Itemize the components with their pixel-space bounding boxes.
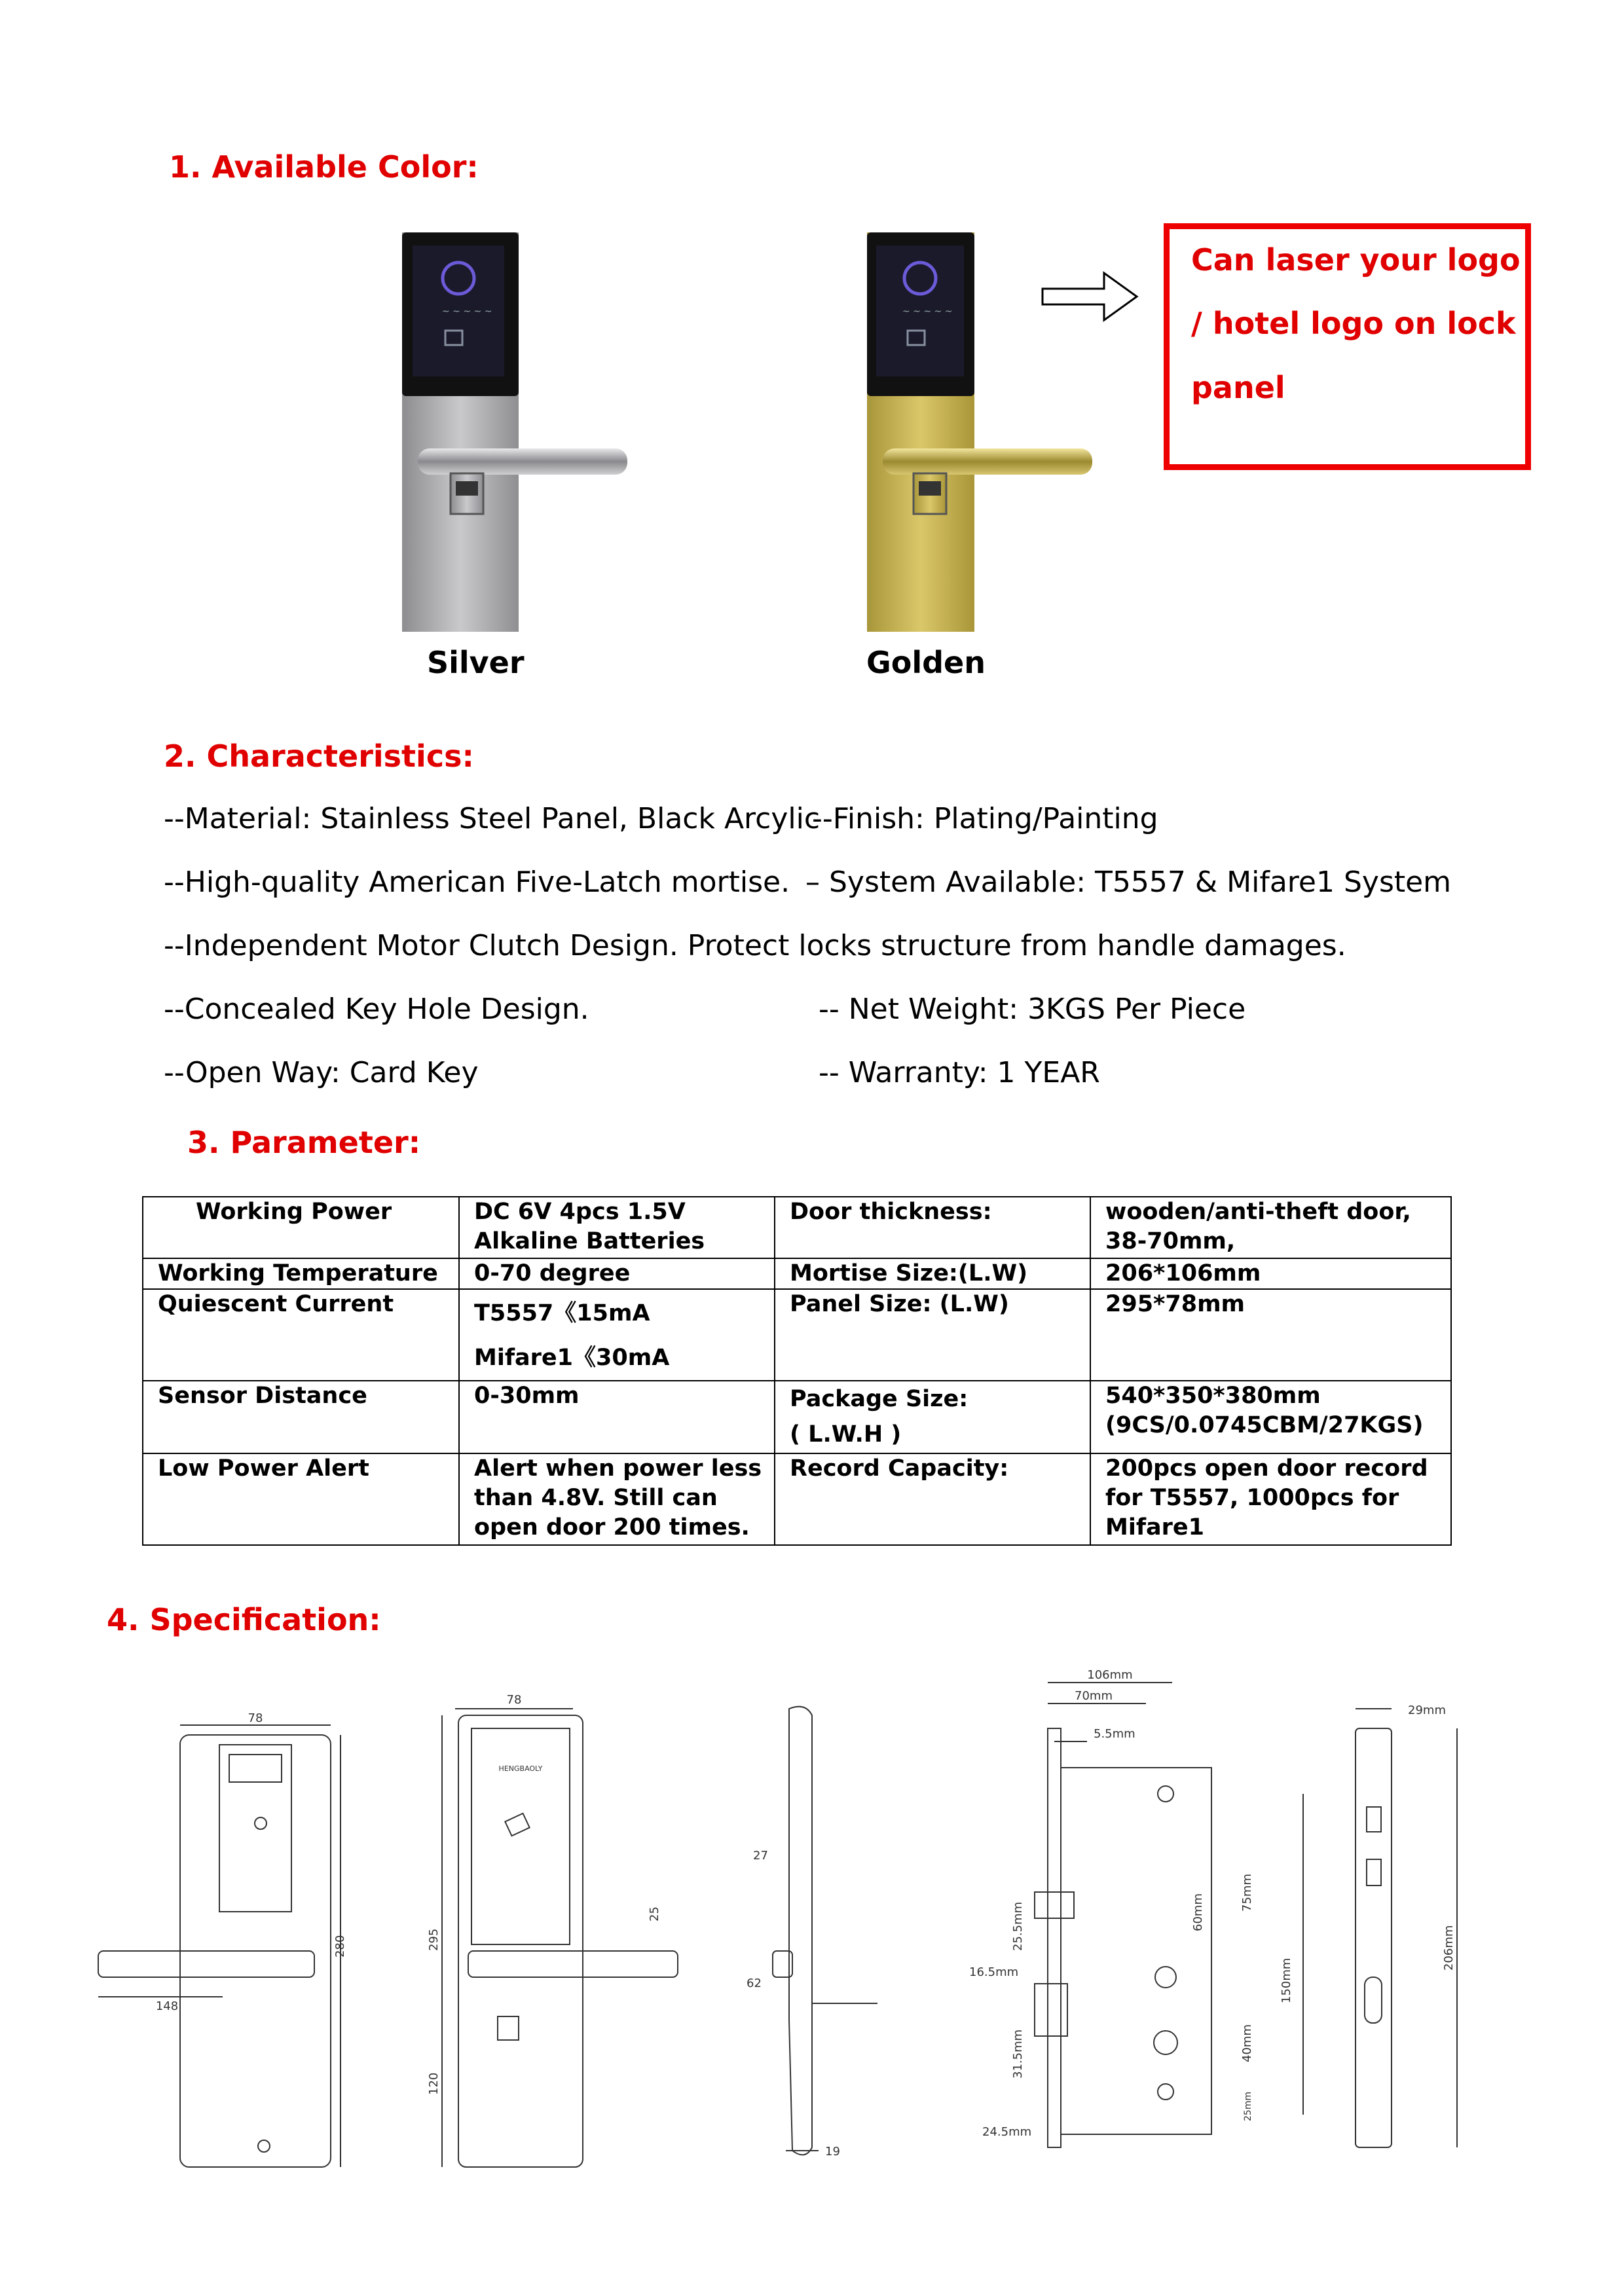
characteristic-left: --Independent Motor Clutch Design. Protect locks structure from handle damages.	[164, 929, 1346, 962]
logo-note-line-3: panel	[1191, 370, 1285, 405]
characteristic-left: --Open Way: Card Key	[164, 1056, 479, 1089]
section-heading-parameter: 3. Parameter:	[187, 1125, 421, 1160]
characteristic-right: --Finish: Plating/Painting	[812, 802, 1158, 835]
dim-mortise-25-5: 25.5mm	[1011, 1901, 1025, 1951]
dim-mortise-150: 150mm	[1280, 1958, 1293, 2003]
characteristic-left: --Concealed Key Hole Design.	[164, 993, 589, 1026]
side-view-drawing	[747, 1707, 877, 2159]
characteristic-right: -- Warranty: 1 YEAR	[819, 1056, 1100, 1089]
table-cell: Package Size: ( L.W.H )	[775, 1381, 1090, 1453]
table-cell: 295*78mm	[1090, 1289, 1451, 1381]
characteristic-left: --High-quality American Five-Latch mortise.	[164, 866, 790, 899]
golden-label: Golden	[866, 645, 986, 680]
dim-mortise-16-5: 16.5mm	[969, 1965, 1019, 1979]
silver-lock-image	[393, 232, 642, 632]
table-cell: 540*350*380mm (9CS/0.0745CBM/27KGS)	[1090, 1381, 1451, 1453]
dim-mortise-5-5: 5.5mm	[1094, 1727, 1135, 1741]
dim-front-height: 280	[333, 1935, 347, 1958]
dim-mortise-24-5: 24.5mm	[982, 2125, 1032, 2139]
table-cell: Low Power Alert	[143, 1453, 459, 1545]
table-row	[143, 1258, 1451, 1289]
table-cell: Record Capacity:	[775, 1453, 1090, 1545]
dim-side-bottom: 19	[825, 2145, 840, 2159]
dim-handle-dia: 25	[648, 1906, 661, 1922]
right-arrow-icon	[1041, 270, 1139, 325]
logo-note-line-2: / hotel logo on lock	[1191, 306, 1516, 341]
table-cell: Panel Size: (L.W)	[775, 1289, 1090, 1381]
characteristic-right: -- Net Weight: 3KGS Per Piece	[819, 993, 1246, 1026]
table-row	[143, 1289, 1451, 1381]
dim-mortise-31-5: 31.5mm	[1011, 2029, 1025, 2079]
dim-side-top: 27	[753, 1849, 768, 1863]
table-cell: 206*106mm	[1090, 1258, 1451, 1289]
back-panel-drawing	[427, 1693, 678, 2167]
specification-drawings	[92, 1663, 1506, 2174]
dim-faceplate-29: 29mm	[1408, 1704, 1446, 1717]
dim-side-handle: 62	[747, 1977, 762, 1990]
section-heading-specification: 4. Specification:	[107, 1602, 381, 1637]
table-cell: 0-30mm	[459, 1381, 775, 1453]
silver-label: Silver	[427, 645, 525, 680]
table-cell: Quiescent Current	[143, 1289, 459, 1381]
dim-mortise-75: 75mm	[1240, 1874, 1254, 1912]
dim-back-height: 295	[427, 1928, 441, 1951]
dim-faceplate-206: 206mm	[1442, 1925, 1456, 1971]
table-cell: T5557《15mA Mifare1《30mA	[459, 1289, 775, 1381]
dim-mortise-70: 70mm	[1075, 1689, 1113, 1703]
parameter-table	[142, 1196, 1452, 1546]
dim-back-lower: 120	[427, 2072, 441, 2095]
table-row	[143, 1453, 1451, 1545]
logo-note-box	[1164, 223, 1531, 470]
characteristic-left: --Material: Stainless Steel Panel, Black Arcylic	[164, 802, 821, 835]
table-cell: Alert when power less than 4.8V. Still can open door 200 times.	[459, 1453, 775, 1545]
table-cell: Door thickness:	[775, 1197, 1090, 1258]
table-cell: Working Temperature	[143, 1258, 459, 1289]
dim-back-width: 78	[506, 1693, 522, 1707]
characteristic-right: – System Available: T5557 & Mifare1 System	[805, 866, 1452, 899]
faceplate-drawing	[1356, 1704, 1457, 2147]
front-panel-drawing	[98, 1711, 347, 2167]
dim-mortise-40: 40mm	[1240, 2024, 1254, 2062]
svg-text:~ ~ ~ ~ ~: ~ ~ ~ ~ ~	[442, 306, 492, 317]
table-cell: wooden/anti-theft door, 38-70mm,	[1090, 1197, 1451, 1258]
section-heading-available-color: 1. Available Color:	[169, 149, 479, 185]
table-cell: 0-70 degree	[459, 1258, 775, 1289]
dim-mortise-106: 106mm	[1087, 1668, 1133, 1682]
logo-note-line-1: Can laser your logo	[1191, 242, 1521, 278]
table-cell: 200pcs open door record for T5557, 1000pcs for Mifare1	[1090, 1453, 1451, 1545]
dim-handle-length: 148	[155, 1999, 179, 2013]
brand-text: HENGBAOLY	[498, 1764, 543, 1773]
section-heading-characteristics: 2. Characteristics:	[164, 738, 474, 774]
dim-front-width: 78	[248, 1711, 263, 1725]
dim-mortise-60: 60mm	[1191, 1893, 1205, 1931]
dim-mortise-25: 25mm	[1243, 2091, 1253, 2121]
table-cell: Mortise Size:(L.W)	[775, 1258, 1090, 1289]
table-cell: Sensor Distance	[143, 1381, 459, 1453]
table-row	[143, 1381, 1451, 1453]
mortise-drawing	[969, 1668, 1303, 2147]
svg-text:~ ~ ~ ~ ~: ~ ~ ~ ~ ~	[902, 306, 953, 317]
table-cell: DC 6V 4pcs 1.5V Alkaline Batteries	[459, 1197, 775, 1258]
table-cell: Working Power	[143, 1197, 459, 1258]
table-row	[143, 1197, 1451, 1258]
